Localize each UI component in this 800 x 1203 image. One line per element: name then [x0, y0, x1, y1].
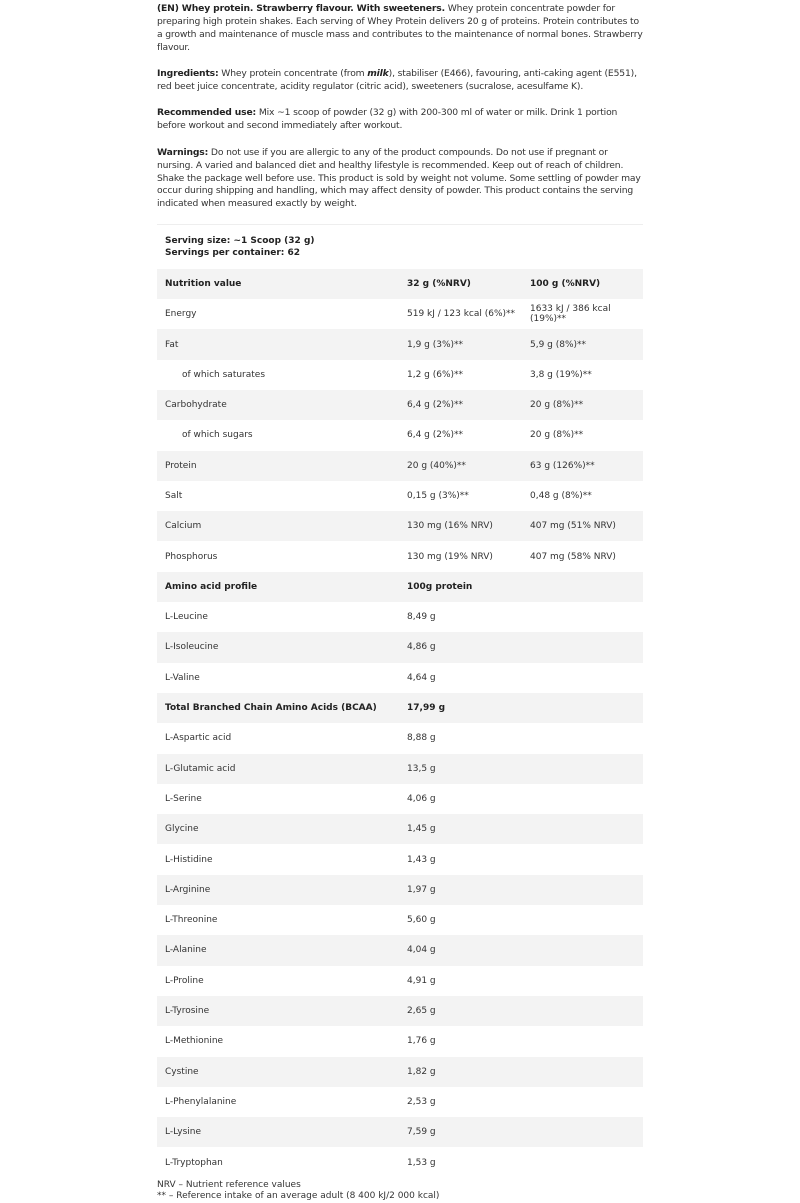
- value-per-100g: [530, 784, 643, 814]
- value-per-100g: [530, 632, 643, 662]
- value-per-100g: [530, 754, 643, 784]
- nutrient-name: of which sugars: [182, 430, 253, 441]
- intro-paragraph: (EN) Whey protein. Strawberry flavour. With sweeteners. Whey protein concentrate powder for preparing high protein shakes. Each serving of Whey Protein delivers 20 g of proteins. Protein contributes to a growth and maintenance of muscle mass and contributes to the maintenance of normal bones. Strawberry flavour.: [157, 3, 643, 53]
- value-per-100g: 100 g (%NRV): [530, 278, 601, 289]
- value-per-100g: 407 mg (51% NRV): [530, 521, 616, 532]
- value-per-serving: 7,59 g: [407, 1127, 436, 1138]
- table-row: [157, 329, 643, 359]
- value-per-serving: 1,2 g (6%)**: [407, 369, 464, 380]
- value-per-serving: 17,99 g: [407, 703, 446, 714]
- table-row: [157, 784, 643, 814]
- value-per-serving: 0,15 g (3%)**: [407, 491, 469, 501]
- table-row: [157, 1087, 643, 1117]
- nutrient-name: Calcium: [165, 521, 202, 532]
- table-row: [157, 1147, 643, 1177]
- nutrient-name: L-Valine: [165, 672, 200, 683]
- nutrient-name: L-Lysine: [165, 1127, 202, 1138]
- value-per-serving: 32 g (%NRV): [407, 278, 471, 289]
- nutrient-name: L-Methionine: [165, 1036, 224, 1047]
- table-row: [157, 511, 643, 541]
- value-per-100g: [530, 572, 643, 602]
- value-per-100g: [530, 693, 643, 723]
- recommended-use-paragraph: Recommended use: Mix ~1 scoop of powder (32 g) with 200-300 ml of water or milk. Drink 1 portion before workout and second immediately after workout.: [157, 107, 618, 132]
- value-per-100g: [530, 1026, 643, 1056]
- value-per-100g: [530, 663, 643, 693]
- nutrient-name: Amino acid profile: [165, 581, 258, 592]
- value-per-serving: 4,64 g: [407, 672, 436, 683]
- table-row: [157, 451, 643, 481]
- table-row: [157, 754, 643, 784]
- value-per-100g: 63 g (126%)**: [530, 460, 595, 471]
- value-per-serving: 13,5 g: [407, 763, 436, 774]
- value-per-serving: 4,06 g: [407, 793, 436, 804]
- table-row: [157, 723, 643, 753]
- nutrient-name: L-Tryptophan: [165, 1157, 223, 1168]
- table-row: [157, 360, 643, 390]
- value-per-100g: [530, 814, 643, 844]
- value-per-100g: 3,8 g (19%)**: [530, 369, 592, 380]
- table-row: [157, 269, 643, 299]
- footnotes: NRV – Nutrient reference values ** – Reference intake of an average adult (8 400 kJ/2 000 kcal): [157, 1179, 440, 1202]
- value-per-serving: 130 mg (16% NRV): [407, 521, 493, 532]
- nutrient-name: Salt: [165, 491, 183, 501]
- nutrient-name: L-Arginine: [165, 884, 211, 895]
- nutrient-name: Protein: [165, 460, 197, 471]
- value-per-100g: [530, 966, 643, 996]
- value-per-serving: 1,45 g: [407, 824, 436, 835]
- value-per-serving: 4,04 g: [407, 945, 436, 956]
- nutrient-name: Cystine: [165, 1066, 199, 1077]
- table-row: [157, 632, 643, 662]
- ingredients-paragraph: Ingredients: Whey protein concentrate (from milk), stabiliser (E466), favouring, anti-caking agent (E551), red beet juice concentrate, acidity regulator (citric acid), sweeteners (sucralose, acesulfame K).: [157, 68, 637, 93]
- nutrient-name: Phosphorus: [165, 551, 218, 562]
- nutrient-name: of which saturates: [182, 369, 266, 380]
- value-per-100g: 20 g (8%)**: [530, 400, 584, 411]
- divider: [157, 224, 643, 225]
- value-per-serving: 1,43 g: [407, 854, 436, 865]
- value-per-100g: [530, 905, 643, 935]
- nutrient-name: L-Alanine: [165, 945, 207, 956]
- value-per-serving: 1,53 g: [407, 1157, 436, 1168]
- table-row: [157, 814, 643, 844]
- value-per-serving: 1,97 g: [407, 884, 436, 895]
- nutrient-name: Glycine: [165, 824, 199, 835]
- value-per-serving: 8,88 g: [407, 733, 436, 744]
- table-row: [157, 966, 643, 996]
- value-per-100g: [530, 844, 643, 874]
- value-per-100g: [530, 602, 643, 632]
- value-per-serving: 4,86 g: [407, 642, 436, 653]
- nutrient-name: Total Branched Chain Amino Acids (BCAA): [165, 703, 377, 714]
- table-row: [157, 693, 643, 723]
- value-per-serving: 2,53 g: [407, 1096, 436, 1107]
- nutrient-name: Energy: [165, 309, 197, 320]
- value-per-serving: 1,76 g: [407, 1036, 436, 1047]
- table-row: [157, 996, 643, 1026]
- nutrient-name: L-Threonine: [165, 915, 218, 926]
- nutrient-name: L-Isoleucine: [165, 642, 219, 653]
- table-row: [157, 663, 643, 693]
- value-per-serving: 20 g (40%)**: [407, 460, 466, 471]
- table-row: [157, 935, 643, 965]
- nutrient-name: L-Aspartic acid: [165, 733, 232, 744]
- value-per-100g: [530, 875, 643, 905]
- table-row: [157, 1117, 643, 1147]
- nutrition-table: [157, 269, 643, 1178]
- table-row: [157, 875, 643, 905]
- nutrient-name: Fat: [165, 339, 179, 350]
- nutrient-name: L-Leucine: [165, 612, 208, 623]
- table-row: [157, 420, 643, 450]
- value-per-100g: [530, 723, 643, 753]
- value-per-100g: [530, 1057, 643, 1087]
- allergen: milk: [367, 68, 389, 80]
- value-per-serving: 4,91 g: [407, 975, 436, 986]
- table-row: [157, 541, 643, 571]
- table-row: [157, 572, 643, 602]
- table-row: [157, 390, 643, 420]
- table-row: [157, 602, 643, 632]
- value-per-serving: 130 mg (19% NRV): [407, 551, 493, 562]
- value-per-serving: 1,9 g (3%)**: [407, 339, 464, 350]
- table-row: [157, 844, 643, 874]
- value-per-100g: 20 g (8%)**: [530, 430, 584, 441]
- value-per-100g: [530, 996, 643, 1026]
- value-per-100g: [530, 935, 643, 965]
- value-per-100g: 407 mg (58% NRV): [530, 551, 616, 562]
- value-per-serving: 1,82 g: [407, 1066, 436, 1077]
- table-row: [157, 1057, 643, 1087]
- value-per-100g: [530, 1147, 643, 1177]
- value-per-100g: [530, 1087, 643, 1117]
- warnings-paragraph: Warnings: Do not use if you are allergic to any of the product compounds. Do not use if pregnant or nursing. A varied and balanced diet and healthy lifestyle is recommended. Keep out of reach of children. Shake the package well before use. This product is sold by weight not volume. Some settling of powder may occur during shipping and handling, which may affect density of powder. This product contains the serving indicated when measured exactly by weight.: [157, 146, 641, 210]
- value-per-serving: 8,49 g: [407, 612, 436, 623]
- serving-info: Serving size: ~1 Scoop (32 g) Servings per container: 62: [165, 235, 315, 258]
- value-per-100g: 0,48 g (8%)**: [530, 491, 592, 501]
- table-row: [157, 481, 643, 511]
- nutrient-name: L-Tyrosine: [165, 1006, 210, 1017]
- nutrient-name: L-Histidine: [165, 854, 213, 865]
- value-per-100g: 5,9 g (8%)**: [530, 339, 587, 350]
- value-per-serving: 6,4 g (2%)**: [407, 400, 464, 411]
- nutrient-name: L-Glutamic acid: [165, 763, 236, 774]
- product-description: [157, 0, 643, 1203]
- value-per-serving: 6,4 g (2%)**: [407, 430, 464, 441]
- table-row: [157, 905, 643, 935]
- nutrient-name: L-Serine: [165, 793, 202, 804]
- value-per-serving: 2,65 g: [407, 1006, 436, 1017]
- value-per-serving: 100g protein: [407, 581, 473, 592]
- nutrient-name: L-Proline: [165, 975, 204, 986]
- table-row: [157, 1026, 643, 1056]
- value-per-serving: 519 kJ / 123 kcal (6%)**: [407, 309, 516, 320]
- table-row: [157, 299, 643, 329]
- value-per-100g: [530, 1117, 643, 1147]
- nutrient-name: Nutrition value: [165, 278, 242, 289]
- value-per-100g: 1633 kJ / 386 kcal (19%)**: [530, 304, 611, 325]
- nutrient-name: Carbohydrate: [165, 400, 227, 411]
- nutrient-name: L-Phenylalanine: [165, 1096, 237, 1107]
- value-per-serving: 5,60 g: [407, 915, 436, 926]
